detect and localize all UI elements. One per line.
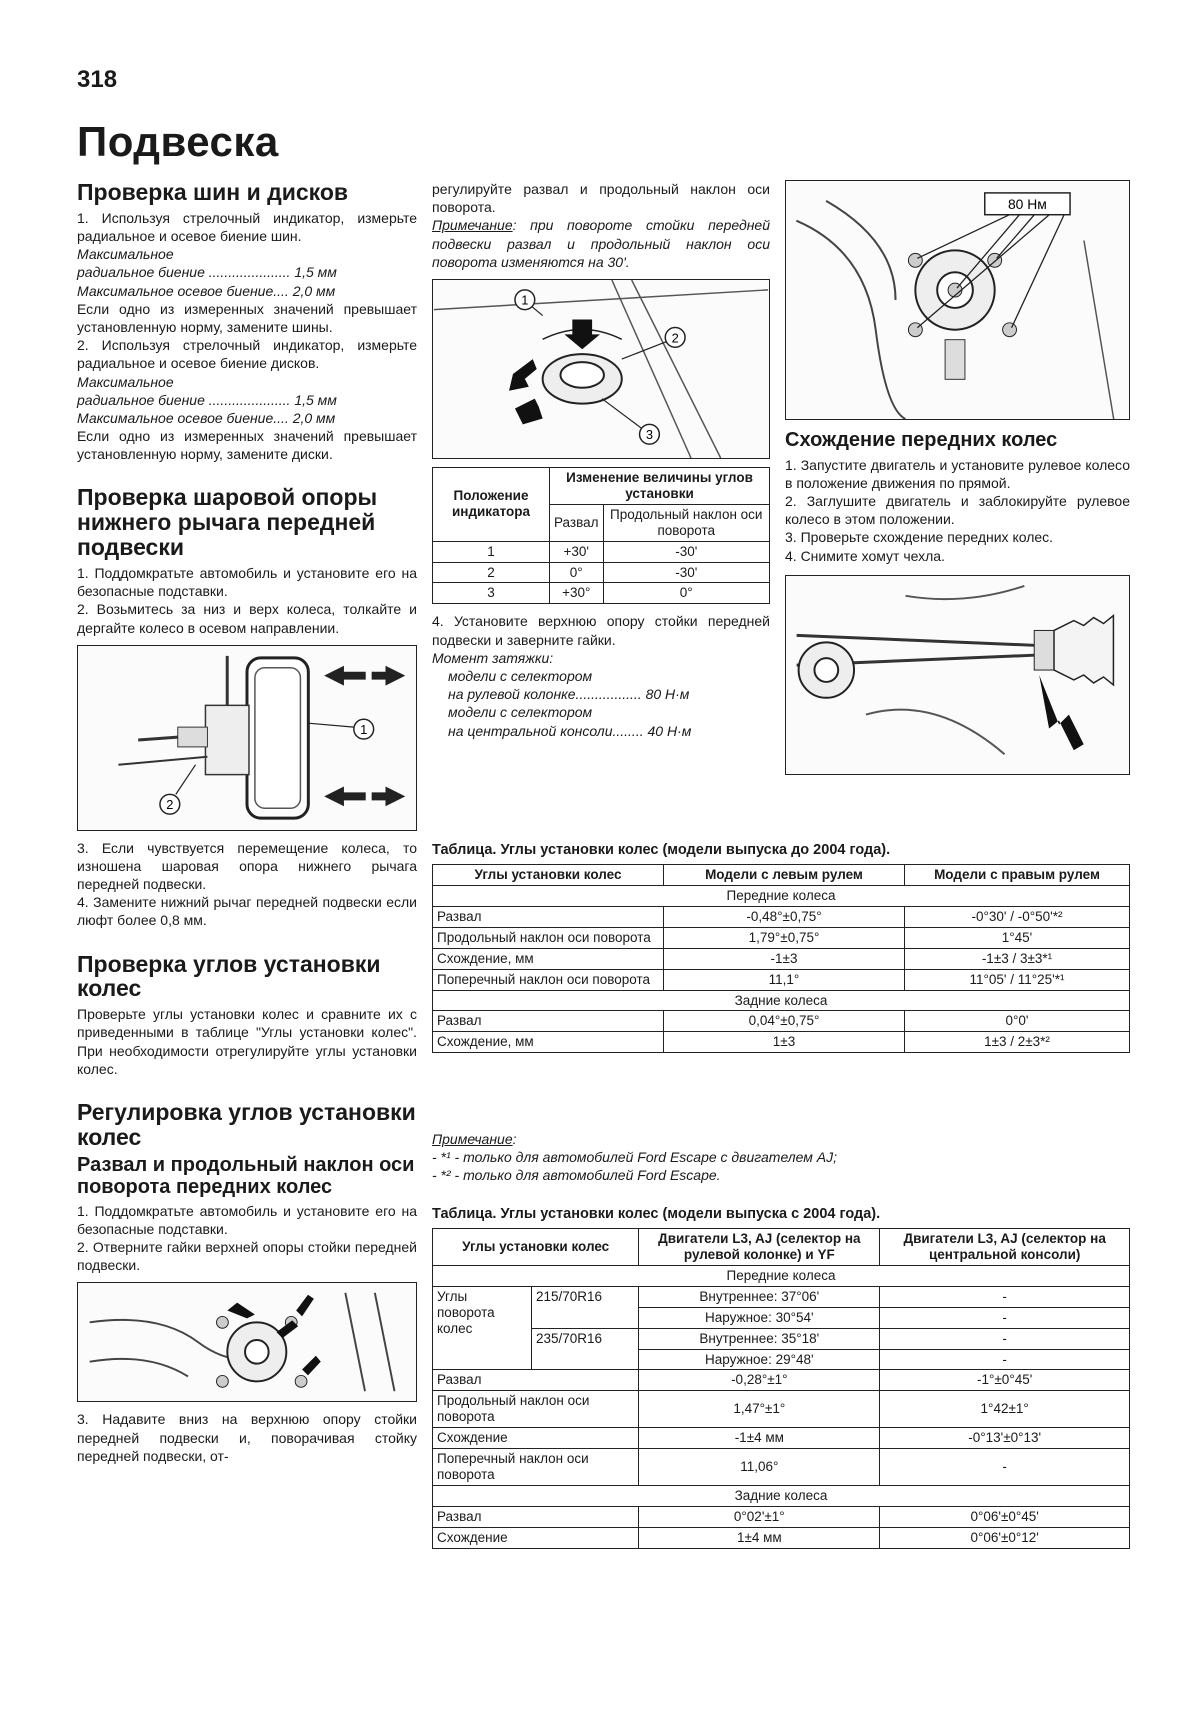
table-section-row: Передние колеса	[433, 885, 1130, 906]
spec-line: модели с селектором	[448, 704, 593, 721]
table1-caption: Таблица. Углы установки колес (модели выпуска до 2004 года).	[432, 842, 891, 858]
table-cell: -	[880, 1328, 1130, 1349]
table-cell: 0°0'	[905, 1011, 1130, 1032]
note-heading: Примечание	[432, 217, 513, 234]
table-header: Модели с правым рулем	[905, 865, 1130, 886]
table2-caption: Таблица. Углы установки колес (модели выпуска с 2004 года).	[432, 1206, 881, 1222]
column-left	[77, 180, 417, 1465]
table-cell: Поперечный наклон оси поворота	[433, 969, 664, 990]
figure-callout: 2	[671, 330, 679, 346]
table-header: Продольный наклон оси поворота	[603, 504, 769, 541]
table-cell: 11,06°	[639, 1449, 880, 1486]
subsection-title: Развал и продольный наклон оси поворота передних колес	[77, 1153, 415, 1198]
table-row	[433, 906, 1130, 927]
table-section-row: Передние колеса	[433, 1265, 1130, 1286]
spec-line: на рулевой колонке................. 80 Н·м	[448, 686, 690, 703]
table-cell: Наружное: 30°54'	[639, 1307, 880, 1328]
table-cell: +30°	[550, 583, 604, 604]
table-section-row: Задние колеса	[433, 990, 1130, 1011]
paragraph: 2. Используя стрелочный индикатор, измерьте радиальное и осевое биение дисков.	[77, 337, 417, 372]
table-cell: -0°30' / -0°50'*²	[905, 906, 1130, 927]
figure-callout: 1	[521, 292, 529, 308]
spec-line: радиальное биение ..................... 1,5 мм	[77, 264, 337, 281]
table-cell: Развал	[433, 1011, 664, 1032]
table-row	[433, 927, 1130, 948]
paragraph: 2. Заглушите двигатель и заблокируйте рулевое колесо в этом положении.	[785, 492, 1130, 528]
table-cell: -0°13'±0°13'	[880, 1428, 1130, 1449]
table-cell: -30'	[603, 541, 769, 562]
table-cell: +30'	[550, 541, 604, 562]
table-row	[433, 948, 1130, 969]
table-row	[433, 1449, 1130, 1486]
spec-line: Максимальное осевое биение.... 2,0 мм	[77, 409, 336, 426]
section-title-ball-joint: Проверка шаровой опоры нижнего рычага передней подвески	[77, 484, 378, 561]
torque-label: 80 Нм	[1007, 195, 1047, 212]
paragraph: 4. Снимите хомут чехла.	[785, 547, 945, 564]
table-cell: Развал	[433, 1506, 639, 1527]
table-cell: 1±3	[664, 1032, 905, 1053]
wheel-check-illustration	[78, 646, 416, 830]
figure-strut-rotation	[432, 279, 770, 459]
note-heading: Примечание	[432, 1131, 513, 1147]
table-cell: 215/70R16	[532, 1286, 639, 1328]
table-cell: Схождение, мм	[433, 948, 664, 969]
table-cell: 0°02'±1°	[639, 1506, 880, 1527]
table-cell: -1°±0°45'	[880, 1370, 1130, 1391]
paragraph: 1. Используя стрелочный индикатор, измерьте радиальное и осевое биение шин.	[77, 209, 417, 245]
table-cell: 0,04°±0,75°	[664, 1011, 905, 1032]
table-cell: -1±4 мм	[639, 1428, 880, 1449]
table-cell: Внутреннее: 35°18'	[639, 1328, 880, 1349]
figure-callout: 3	[645, 427, 654, 443]
table-cell: 0°	[550, 562, 604, 583]
figure-wheel-check	[77, 645, 417, 831]
table-header: Модели с левым рулем	[664, 865, 905, 886]
table-cell: 235/70R16	[532, 1328, 639, 1370]
strut-mount-illustration	[78, 1283, 416, 1401]
strut-rotation-illustration	[433, 280, 769, 458]
note-line: - *² - только для автомобилей Ford Escape.	[432, 1167, 721, 1184]
paragraph: Если одно из измеренных значений превышает установленную норму, замените шины.	[77, 300, 417, 335]
table-row	[433, 1286, 1130, 1307]
spec-line: модели с селектором	[448, 667, 593, 684]
table-cell: -	[880, 1349, 1130, 1370]
table-cell: Схождение	[433, 1428, 639, 1449]
table-cell: 11°05' / 11°25'*¹	[905, 969, 1130, 990]
table-cell: 0°06'±0°45'	[880, 1506, 1130, 1527]
paragraph: регулируйте развал и продольный наклон оси поворота.	[432, 181, 770, 216]
table-cell: -0,28°±1°	[639, 1370, 880, 1391]
table-cell: Наружное: 29°48'	[639, 1349, 880, 1370]
page-number: 318	[77, 66, 118, 93]
table-row	[433, 1032, 1130, 1053]
table-cell: -30'	[603, 562, 769, 583]
paragraph: 3. Надавите вниз на верхнюю опору стойки передней подвески и, поворачивая стойку передней подвески, от-	[77, 1411, 417, 1464]
alignment-table-pre2004	[432, 864, 1130, 1053]
table-cell: Углы поворота колес	[433, 1286, 532, 1370]
table-cell: 3	[433, 583, 550, 604]
table-cell: 1,79°±0,75°	[664, 927, 905, 948]
table-header: Положение индикатора	[433, 467, 550, 541]
spec-line: Максимальное	[77, 246, 174, 263]
table-cell: 1,47°±1°	[639, 1391, 880, 1428]
note-text: : при повороте стойки передней подвески развал и продольный наклон оси поворота изменяются на 30'.	[432, 217, 770, 270]
table-header: Изменение величины углов установки	[550, 467, 770, 504]
table-row	[433, 541, 770, 562]
table-header: Двигатели L3, AJ (селектор на рулевой колонке) и YF	[639, 1229, 880, 1266]
figure-callout: 2	[166, 796, 174, 812]
table-header: Углы установки колес	[433, 1229, 639, 1266]
table-row	[433, 1391, 1130, 1428]
spec-line: на центральной консоли........ 40 Н·м	[448, 722, 692, 739]
table-row	[433, 1428, 1130, 1449]
column-right	[785, 180, 1130, 775]
table-row	[433, 1506, 1130, 1527]
table-cell: 2	[433, 562, 550, 583]
table-cell: Продольный наклон оси поворота	[433, 927, 664, 948]
table-cell: Поперечный наклон оси поворота	[433, 1449, 639, 1486]
section-title-tires: Проверка шин и дисков	[77, 179, 349, 205]
table-cell: Продольный наклон оси поворота	[433, 1391, 639, 1428]
table-cell: -0,48°±0,75°	[664, 906, 905, 927]
table-row	[433, 1370, 1130, 1391]
strut-torque-illustration	[786, 181, 1129, 419]
table-header: Развал	[550, 504, 604, 541]
paragraph: 3. Если чувствуется перемещение колеса, то изношена шаровая опора нижнего рычага передней подвески.	[77, 839, 417, 893]
paragraph: 4. Установите верхнюю опору стойки передней подвески и заверните гайки.	[432, 613, 770, 648]
table-cell: 1	[433, 541, 550, 562]
alignment-table-2004	[432, 1228, 1130, 1549]
table-row	[433, 1527, 1130, 1548]
paragraph: 1. Поддомкратьте автомобиль и установите его на безопасные подставки.	[77, 1202, 417, 1237]
figure-strut-torque	[785, 180, 1130, 420]
section-title-toe: Схождение передних колес	[785, 429, 1058, 451]
paragraph: 2. Возьмитесь за низ и верх колеса, толкайте и дергайте колесо в осевом направлении.	[77, 601, 417, 636]
paragraph: 1. Поддомкратьте автомобиль и установите его на безопасные подставки.	[77, 564, 417, 600]
section-title-alignment-adjust: Регулировка углов установки колес	[77, 1099, 416, 1150]
table-row	[433, 562, 770, 583]
table-cell: Схождение, мм	[433, 1032, 664, 1053]
table-cell: 0°06'±0°12'	[880, 1527, 1130, 1548]
indicator-table	[432, 467, 770, 604]
table1-notes: Примечание: - *¹ - только для автомобилей Ford Escape с двигателем AJ; - *² - только для автомобилей Ford Escape.	[432, 1130, 1130, 1185]
table-row	[433, 1328, 1130, 1349]
table-cell: 1±4 мм	[639, 1527, 880, 1548]
table-cell: -1±3 / 3±3*¹	[905, 948, 1130, 969]
table-cell: 1°42±1°	[880, 1391, 1130, 1428]
table-cell: 1±3 / 2±3*²	[905, 1032, 1130, 1053]
table-cell: 1°45'	[905, 927, 1130, 948]
table-row	[433, 1011, 1130, 1032]
table-cell: -	[880, 1307, 1130, 1328]
column-middle	[432, 180, 770, 740]
table-cell: 0°	[603, 583, 769, 604]
table-row	[433, 969, 1130, 990]
table-cell: -	[880, 1449, 1130, 1486]
table-cell: Развал	[433, 1370, 639, 1391]
figure-callout: 1	[360, 721, 368, 737]
table-header: Двигатели L3, AJ (селектор на центральной консоли)	[880, 1229, 1130, 1266]
note-line: - *¹ - только для автомобилей Ford Escape с двигателем AJ;	[432, 1149, 838, 1166]
figure-strut-mount	[77, 1282, 417, 1402]
table-section-row: Задние колеса	[433, 1485, 1130, 1506]
table-header: Углы установки колес	[433, 865, 664, 886]
spec-line: радиальное биение ..................... 1,5 мм	[77, 391, 337, 408]
table-cell: Развал	[433, 906, 664, 927]
spec-line: Максимальное	[77, 373, 174, 390]
table-cell: -1±3	[664, 948, 905, 969]
paragraph: 2. Отверните гайки верхней опоры стойки передней подвески.	[77, 1239, 417, 1274]
paragraph: 3. Проверьте схождение передних колес.	[785, 529, 1054, 546]
table-cell: Схождение	[433, 1527, 639, 1548]
figure-tie-rod	[785, 575, 1130, 775]
table-cell: Внутреннее: 37°06'	[639, 1286, 880, 1307]
table-row	[433, 583, 770, 604]
paragraph: Если одно из измеренных значений превышает установленную норму, замените диски.	[77, 428, 417, 463]
tie-rod-illustration	[786, 576, 1129, 774]
paragraph: Проверьте углы установки колес и сравните их с приведенными в таблице "Углы установки колес". При необходимости отрегулируйте углы установки колес.	[77, 1006, 417, 1077]
table-cell: -	[880, 1286, 1130, 1307]
note	[432, 216, 770, 271]
page-title: Подвеска	[77, 118, 279, 165]
section-title-alignment-check: Проверка углов установки колес	[77, 950, 381, 1002]
table-cell: 11,1°	[664, 969, 905, 990]
spec-line: Момент затяжки:	[432, 649, 554, 666]
spec-line: Максимальное осевое биение.... 2,0 мм	[77, 282, 336, 299]
paragraph: 4. Замените нижний рычаг передней подвески если люфт более 0,8 мм.	[77, 894, 417, 929]
paragraph: 1. Запустите двигатель и установите рулевое колесо в положение движения по прямой.	[785, 456, 1130, 491]
